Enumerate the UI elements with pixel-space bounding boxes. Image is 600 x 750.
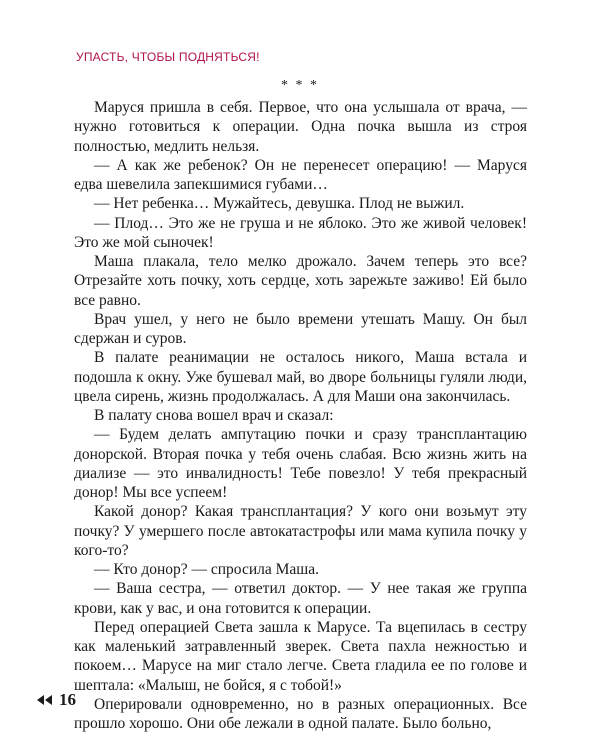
paragraph: — Будем делать ампутацию почки и сразу трансплантацию донорской. Вторая почка у тебя очень слабая. Всю жизнь жить на диализе — это инвалидность! Тебе повезло! У тебя прекрасный донор! Мы все успеем! bbox=[74, 426, 527, 501]
paragraph: Врач ушел, у него не было времени утешать Машу. Он был сдержан и суров. bbox=[74, 310, 527, 347]
paragraph: Перед операцией Света зашла к Марусе. Та вцепилась в сестру как маленький затравленный зверек. Света пахла нежностью и покоем… Марусе на миг стало легче. Света гладила ее по голове и шептала: «Малыш, не бойся, я с тобой!» bbox=[74, 618, 527, 694]
paragraph: В палату снова вошел врач и сказал: bbox=[94, 407, 334, 424]
running-head: УПАСТЬ, ЧТОБЫ ПОДНЯТЬСЯ! bbox=[76, 50, 260, 64]
page-footer bbox=[37, 690, 76, 710]
paragraph: В палате реанимации не осталось никого, Маша встала и подошла к окну. Уже бушевал май, во дворе больницы гуляли люди, цвела сирень, жизнь продолжалась. А для Маши она закончилась. bbox=[74, 349, 527, 405]
paragraph: — Кто донор? — спросила Маша. bbox=[94, 561, 319, 578]
section-separator: * * * bbox=[281, 78, 319, 93]
body-text bbox=[74, 98, 527, 733]
paragraph: — А как же ребенок? Он не перенесет операцию! — Маруся едва шевелила запекшимися губами… bbox=[74, 156, 527, 193]
paragraph: — Нет ребенка… Мужайтесь, девушка. Плод не выжил. bbox=[94, 195, 465, 213]
paragraph: Оперировали одновременно, но в разных операционных. Все прошло хорошо. Они обе лежали в одной палате. Было больно, bbox=[74, 695, 527, 732]
paragraph: Маруся пришла в себя. Первое, что она услышала от врача, — нужно готовиться к операции. Одна почка вышла из строя полностью, медлить нельзя. bbox=[74, 99, 527, 155]
paragraph: Маша плакала, тело мелко дрожало. Зачем теперь это все? Отрезайте хоть почку, хоть сердце, хоть зарежьте заживо! Ей было все равно. bbox=[74, 253, 527, 309]
page-number: 16 bbox=[59, 690, 76, 709]
paragraph: Какой донор? Какая трансплантация? У кого они возьмут эту почку? У умершего после автокатастрофы или мама купила почку у кого-то? bbox=[74, 503, 527, 559]
paragraph: — Ваша сестра, — ответил доктор. — У нее такая же группа крови, как у вас, и она готовится к операции. bbox=[74, 580, 527, 617]
paragraph: — Плод… Это же не груша и не яблоко. Это же живой человек! Это же мой сыночек! bbox=[74, 214, 527, 251]
double-arrow-left-icon bbox=[37, 695, 53, 705]
